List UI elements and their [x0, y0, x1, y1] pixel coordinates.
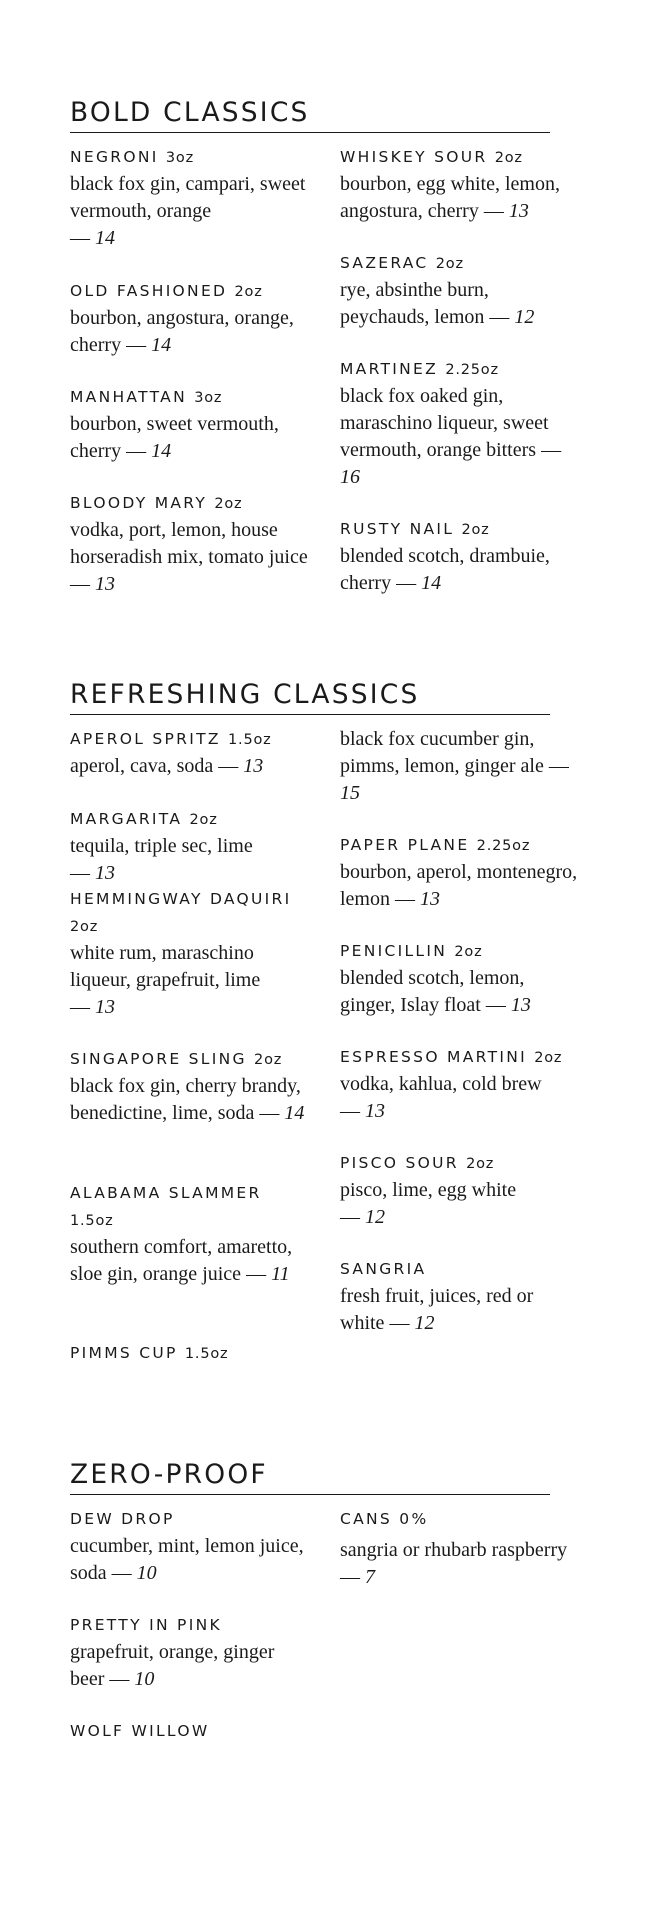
item-description: vodka, port, lemon, house horseradish mix, tomato juice — 13: [70, 519, 308, 595]
item-description: white rum, maraschino liqueur, grapefruit, lime — 13: [70, 942, 261, 1018]
item-description: black fox gin, campari, sweet vermouth, orange — 14: [70, 173, 306, 249]
item-price: 7: [365, 1566, 375, 1588]
item-size: 2oz: [534, 1050, 563, 1066]
item-size: 2oz: [214, 496, 243, 512]
section-bold-classics: [70, 97, 562, 618]
menu-item-martinez: [340, 356, 580, 491]
item-price: 13: [508, 200, 529, 222]
item-description: bourbon, sweet vermouth, cherry — 14: [70, 413, 279, 462]
item-description: bourbon, egg white, lemon, angostura, cherry — 13: [340, 173, 560, 222]
item-name: RUSTY NAIL 2oz: [340, 520, 490, 538]
item-size: 2oz: [254, 1052, 283, 1068]
item-description: blended scotch, lemon, ginger, Islay float — 13: [340, 967, 531, 1016]
item-name: WHISKEY SOUR 2oz: [340, 148, 523, 166]
menu-item-pretty-in-pink: [70, 1612, 310, 1693]
item-price: 13: [95, 573, 115, 595]
menu-item-manhattan: [70, 384, 310, 465]
item-description: black fox cucumber gin, pimms, lemon, ginger ale — 15: [340, 728, 569, 804]
item-price: 15: [340, 782, 360, 804]
item-name: MARGARITA 2oz: [70, 810, 218, 828]
menu-item-wolf-willow: [70, 1718, 310, 1745]
item-name: PISCO SOUR 2oz: [340, 1154, 495, 1172]
menu-item-pimms-cup-name: [70, 1340, 310, 1367]
item-size: 2oz: [461, 522, 490, 538]
item-name: ALABAMA SLAMMER 1.5oz: [70, 1184, 262, 1229]
item-name: MANHATTAN 3oz: [70, 388, 223, 406]
section-title: REFRESHING CLASSICS: [70, 679, 420, 710]
item-size: 2oz: [70, 919, 99, 935]
menu-item-alabama-slammer: [70, 1180, 310, 1288]
menu-item-rusty-nail: [340, 516, 580, 597]
menu-item-cans: [340, 1506, 580, 1591]
item-price: 14: [151, 334, 172, 356]
item-description: black fox gin, cherry brandy, benedictine, lime, soda — 14: [70, 1075, 305, 1124]
item-name: PAPER PLANE 2.25oz: [340, 836, 531, 854]
item-price: 13: [95, 862, 115, 884]
item-description: rye, absinthe burn, peychauds, lemon — 12: [340, 279, 535, 328]
item-price: 12: [365, 1206, 385, 1228]
item-name: SANGRIA: [340, 1260, 427, 1278]
item-price: 14: [95, 227, 115, 249]
item-description: black fox oaked gin, maraschino liqueur, sweet vermouth, orange bitters — 16: [340, 385, 562, 488]
item-name: PRETTY IN PINK: [70, 1616, 222, 1634]
item-size: 1.5oz: [184, 1346, 229, 1362]
item-description: blended scotch, drambuie, cherry — 14: [340, 545, 550, 594]
item-name: HEMMINGWAY DAQUIRI 2oz: [70, 890, 292, 935]
item-price: 16: [340, 466, 360, 488]
item-name: NEGRONI 3oz: [70, 148, 194, 166]
item-price: 11: [271, 1263, 290, 1285]
item-name: WOLF WILLOW: [70, 1722, 210, 1740]
menu-item-margarita: [70, 806, 310, 887]
item-name: APEROL SPRITZ 1.5oz: [70, 730, 272, 748]
menu-item-old-fashioned: [70, 278, 310, 359]
item-size: 2oz: [466, 1156, 495, 1172]
menu-item-pimms-cup-description: [340, 726, 580, 807]
item-name: OLD FASHIONED 2oz: [70, 282, 263, 300]
section-divider: [70, 132, 550, 133]
item-description: fresh fruit, juices, red or white — 12: [340, 1285, 534, 1334]
item-price: 12: [514, 306, 535, 328]
item-name: CANS 0%: [340, 1510, 429, 1528]
section-refreshing-classics: [70, 679, 578, 1410]
menu-item-negroni: [70, 144, 310, 252]
item-name: ESPRESSO MARTINI 2oz: [340, 1048, 563, 1066]
item-price: 10: [136, 1562, 157, 1584]
item-size: 2oz: [435, 256, 464, 272]
item-size: 2oz: [189, 812, 218, 828]
item-price: 12: [414, 1312, 435, 1334]
item-name: MARTINEZ 2.25oz: [340, 360, 499, 378]
item-name: SAZERAC 2oz: [340, 254, 464, 272]
menu-item-penicillin: [340, 938, 580, 1019]
item-name: PENICILLIN 2oz: [340, 942, 483, 960]
menu-item-espresso-martini: [340, 1044, 580, 1125]
item-description: bourbon, angostura, orange, cherry — 14: [70, 307, 294, 356]
section-divider: [70, 714, 550, 715]
item-name: PIMMS CUP 1.5oz: [70, 1344, 229, 1362]
item-price: 13: [365, 1100, 385, 1122]
item-size: 2.25oz: [445, 362, 499, 378]
item-size: 2oz: [494, 150, 523, 166]
item-size: 2oz: [234, 284, 263, 300]
section-divider: [70, 1494, 550, 1495]
menu-item-bloody-mary: [70, 490, 310, 598]
item-description: bourbon, aperol, montenegro, lemon — 13: [340, 861, 578, 910]
menu-item-pisco-sour: [340, 1150, 580, 1231]
item-size: 1.5oz: [70, 1213, 114, 1229]
menu-item-paper-plane: [340, 832, 580, 913]
item-size: 2oz: [454, 944, 483, 960]
item-description: pisco, lime, egg white — 12: [340, 1179, 517, 1228]
item-price: 10: [134, 1668, 155, 1690]
item-description: cucumber, mint, lemon juice, soda — 10: [70, 1535, 304, 1584]
menu-item-hemmingway-daquiri: [70, 886, 310, 1021]
item-name: SINGAPORE SLING 2oz: [70, 1050, 283, 1068]
item-size: 2.25oz: [476, 838, 531, 854]
item-name: BLOODY MARY 2oz: [70, 494, 243, 512]
menu-item-dew-drop: [70, 1506, 310, 1587]
menu-item-singapore-sling: [70, 1046, 310, 1127]
item-price: 13: [510, 994, 531, 1016]
menu-item-sazerac: [340, 250, 580, 331]
item-price: 14: [421, 572, 442, 594]
item-size: 3oz: [194, 390, 223, 406]
menu-item-sangria: [340, 1256, 580, 1337]
section-title: BOLD CLASSICS: [70, 97, 310, 128]
item-price: 14: [151, 440, 172, 462]
item-price: 13: [420, 888, 440, 910]
item-size: 3oz: [165, 150, 194, 166]
item-description: aperol, cava, soda — 13: [70, 755, 264, 777]
item-price: 13: [243, 755, 264, 777]
item-price: 14: [284, 1102, 305, 1124]
item-description: vodka, kahlua, cold brew — 13: [340, 1073, 542, 1122]
item-description: southern comfort, amaretto, sloe gin, orange juice — 11: [70, 1236, 293, 1285]
section-zero-proof: [70, 1459, 568, 1760]
menu-item-aperol-spritz: [70, 726, 310, 780]
item-size: 1.5oz: [228, 732, 272, 748]
item-description: tequila, triple sec, lime — 13: [70, 835, 253, 884]
item-price: 13: [95, 996, 115, 1018]
item-description: sangria or rhubarb raspberry — 7: [340, 1539, 568, 1588]
section-title: ZERO-PROOF: [70, 1459, 268, 1490]
item-name: DEW DROP: [70, 1510, 175, 1528]
item-description: grapefruit, orange, ginger beer — 10: [70, 1641, 275, 1690]
menu-item-whiskey-sour: [340, 144, 580, 225]
